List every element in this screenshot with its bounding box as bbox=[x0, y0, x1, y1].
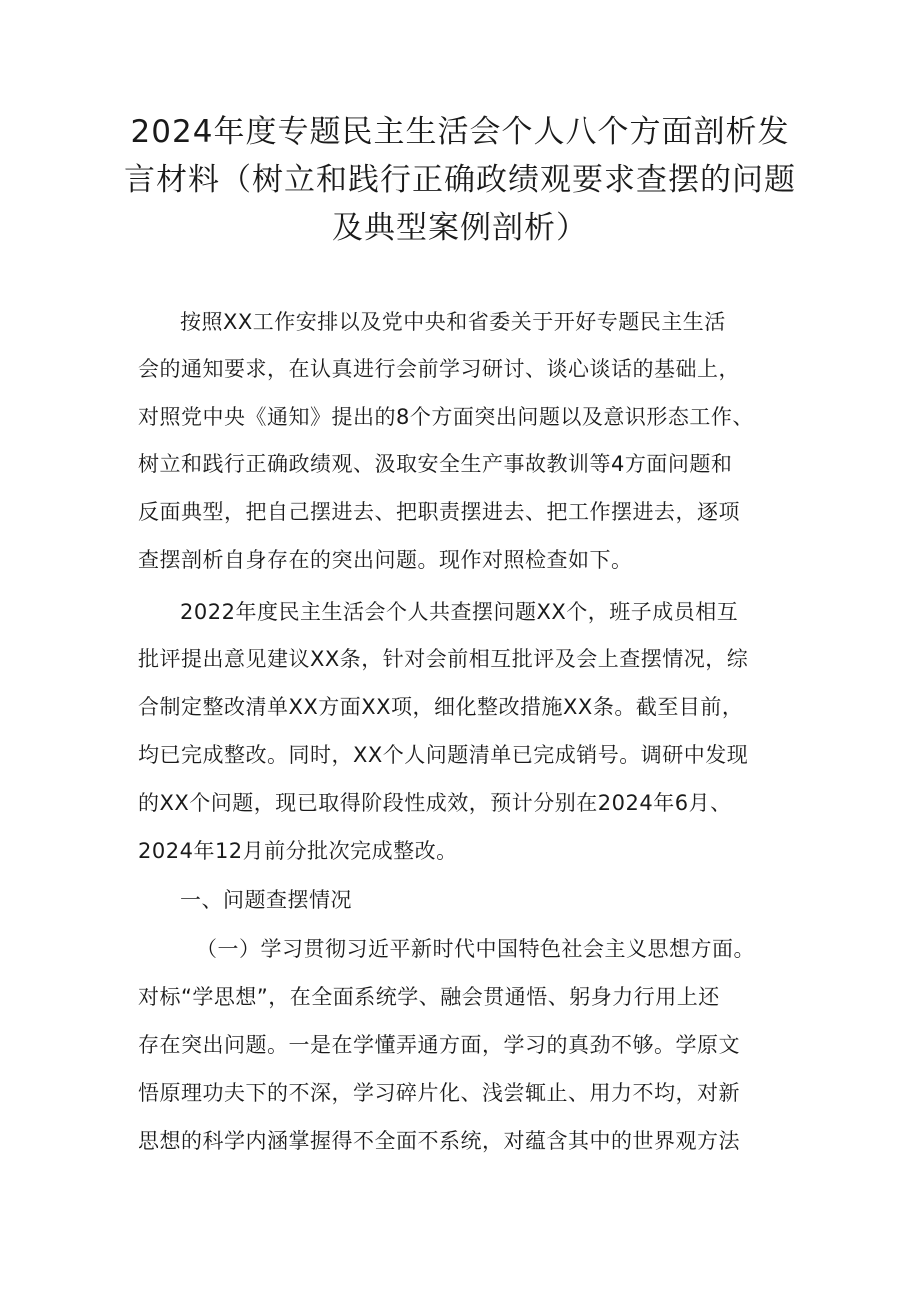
title-line: 言材料（树立和践行正确政绩观要求查摆的问题 bbox=[124, 162, 796, 198]
body-line: 2024年12月前分批次完成整改。 bbox=[138, 839, 458, 863]
body-line: 存在突出问题。一是在学懂弄通方面，学习的真劲不够。学原文 bbox=[138, 1033, 740, 1057]
document-title bbox=[112, 108, 808, 252]
body-line: 反面典型，把自己摆进去、把职责摆进去、把工作摆进去，逐项 bbox=[138, 500, 740, 524]
title-line: 及典型案例剖析） bbox=[332, 210, 588, 246]
body-line: 树立和践行正确政绩观、汲取安全生产事故教训等4方面问题和 bbox=[138, 452, 733, 476]
body-line: 2022年度民主生活会个人共查摆问题XX个，班子成员相互 bbox=[180, 600, 739, 624]
body-line: 合制定整改清单XX方面XX项，细化整改措施XX条。截至目前， bbox=[138, 695, 744, 719]
title-line: 2024年度专题民主生活会个人八个方面剖析发 bbox=[130, 114, 790, 150]
body-line: 按照XX工作安排以及党中央和省委关于开好专题民主生活 bbox=[180, 310, 726, 334]
body-line: 查摆剖析自身存在的突出问题。现作对照检查如下。 bbox=[138, 548, 633, 572]
body-line: 的XX个问题，现已取得阶段性成效，预计分别在2024年6月、 bbox=[138, 791, 732, 815]
body-line: 批评提出意见建议XX条，针对会前相互批评及会上查摆情况，综 bbox=[138, 647, 749, 671]
body-line: 对照党中央《通知》提出的8个方面突出问题以及意识形态工作、 bbox=[138, 405, 754, 429]
subsection-heading: （一）学习贯彻习近平新时代中国特色社会主义思想方面。 bbox=[196, 937, 755, 961]
body-line: 均已完成整改。同时，XX个人问题清单已完成销号。调研中发现 bbox=[138, 743, 749, 767]
body-line: 对标“学思想”，在全面系统学、融会贯通悟、躬身力行用上还 bbox=[138, 985, 720, 1009]
section-heading: 一、问题查摆情况 bbox=[180, 888, 352, 912]
body-line: 思想的科学内涵掌握得不全面不系统，对蕴含其中的世界观方法 bbox=[138, 1129, 740, 1153]
body-line: 悟原理功夫下的不深，学习碎片化、浅尝辄止、用力不均，对新 bbox=[138, 1081, 740, 1105]
body-line: 会的通知要求，在认真进行会前学习研讨、谈心谈话的基础上， bbox=[138, 357, 740, 381]
